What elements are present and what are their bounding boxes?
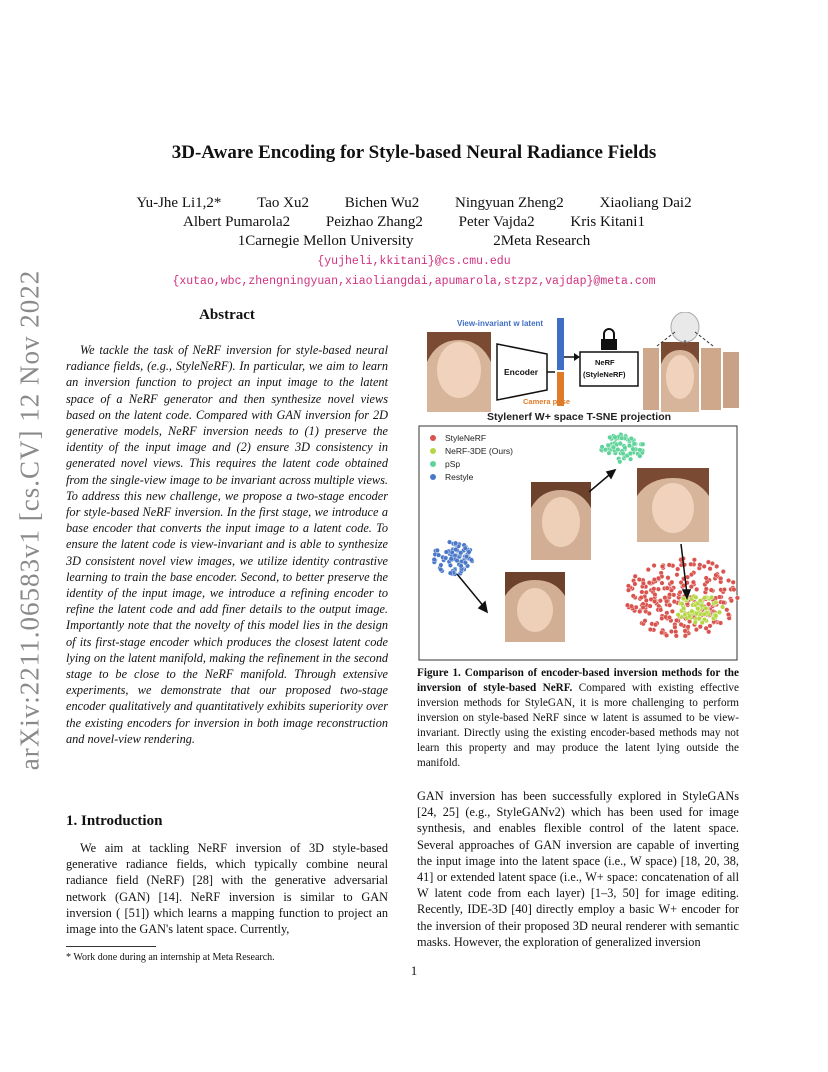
scatter-point xyxy=(660,564,665,569)
legend-label-psp: pSp xyxy=(445,459,461,469)
scatter-point xyxy=(656,587,661,592)
arxiv-id: arXiv:2211.06583v1 [cs.CV] 12 Nov 2022 xyxy=(14,269,45,771)
scatter-point xyxy=(681,606,686,611)
intro-text: We aim at tackling NeRF inversion of 3D style-based generative radiance fields, which typically combine neural radiance field (NeRF) [28] with the generative adversarial network (GAN) [14]. NeRF inversion is similar to GAN inversion ( [51]) which learns a mapping function to project an image into the GAN's latent space. Currently, xyxy=(66,841,388,937)
scatter-point xyxy=(633,582,638,587)
scatter-point xyxy=(638,454,643,459)
scatter-point xyxy=(678,590,683,595)
scatter-point xyxy=(679,622,684,627)
scatter-point xyxy=(436,553,441,558)
scatter-point xyxy=(673,629,678,634)
scatter-point xyxy=(702,596,707,601)
legend-dot-psp xyxy=(430,461,436,467)
scatter-point xyxy=(714,600,719,605)
page-number: 1 xyxy=(410,963,418,978)
figure-caption xyxy=(417,666,739,771)
scatter-point xyxy=(448,571,453,576)
scatter-point xyxy=(641,581,646,586)
scatter-point xyxy=(633,574,638,579)
scatter-point xyxy=(648,604,653,609)
scatter-point xyxy=(653,622,658,627)
affiliations xyxy=(0,233,828,250)
scatter-point xyxy=(709,595,714,600)
intro-heading: 1. Introduction xyxy=(66,813,163,829)
scatter-point xyxy=(652,577,657,582)
scatter-point xyxy=(704,587,709,592)
legend-label-nerf3de: NeRF-3DE (Ours) xyxy=(445,446,514,456)
scatter-point xyxy=(706,602,711,607)
scatter-point xyxy=(464,554,469,559)
scatter-point xyxy=(432,557,437,562)
scatter-point xyxy=(718,576,723,581)
scatter-point xyxy=(725,608,730,613)
scatter-point xyxy=(640,590,645,595)
scatter-point xyxy=(735,596,740,601)
author: Peizhao Zhang2 xyxy=(325,214,423,230)
author: Bichen Wu2 xyxy=(344,195,420,211)
scatter-point xyxy=(619,436,624,441)
paper-title: 3D-Aware Encoding for Style-based Neural Radiance Fields xyxy=(171,142,657,163)
nerf3de-face-thumbnail xyxy=(637,468,709,542)
scatter-point xyxy=(658,598,663,603)
scatter-point xyxy=(698,598,703,603)
abstract-text: We tackle the task of NeRF inversion for style-based neural radiance fields, (e.g., StyleNeRF). In particular, we aim to learn an inversion function to project an input image to the latent space of a NeRF generator and then synthesize novel views based on the latent code. Compared with GAN inversion for 2D generative models, NeRF inversion needs to (1) preserve the identity of the input image and (2) ensure 3D consistency in generated novel views. This requires the latent code obtained from the single-view image to be invariant across multiple views. To address this new challenge, we propose a two-stage encoder for style-based NeRF inversion. In the first stage, we introduce a base encoder that converts the input image to a latent code. To ensure the latent code is view-invariant and is able to synthesize 3D consistent novel view images, we utilize identity contrastive learning to train the base encoder. Second, to better preserve the identity of the input image, we introduce a refining encoder to refine the latent code and add finer details to the output image. Importantly note that the novelty of this model lies in the design of its first-stage encoder which produces the closest latent code lying on the latent manifold, making the refinement in the second stage to be close to the NeRF manifold. Through extensive experiments, we demonstrate that our proposed two-stage encoder qualitatively and quantitatively exhibits superiority over the existing encoders for inversion in both image reconstruction and novel-view rendering. xyxy=(66,343,388,746)
caption-rest: Compared with existing effective inversion methods for StyleGAN, it is more challenging to perform inversion on style-based NeRF since w latent is assumed to be view-invariant. Directly using the existing encoder-based methods may not learn this property and may produce the latent lying outside the manifold. xyxy=(417,682,739,769)
scatter-point xyxy=(726,612,731,617)
restyle-face-thumbnail xyxy=(505,572,565,642)
author: Tao Xu2 xyxy=(257,195,310,211)
scatter-point xyxy=(666,575,671,580)
authors-row-2 xyxy=(0,214,828,231)
scatter-point xyxy=(647,580,652,585)
scatter-point xyxy=(653,592,658,597)
right-column-text: GAN inversion has been successfully explored in StyleGANs [24, 25] (e.g., StyleGANv2) which has been used for image synthesis, and enables flexible control of the latent space. Several approaches of GAN inversion are capable of inverting the input image into the latent space (i.e., W space) [18, 20, 38, 41] or extended latent space (i.e., W+ space: concatenation of all W latent code from each layer) [1–3, 50] for image editing. Recently, IDE-3D [40] directly employ a basic W+ encoder for the inversion of their proposed 3D neural renderer with semantic masks. However, the exploration of generalized inversion xyxy=(417,789,739,949)
affiliation-meta: 2Meta Research xyxy=(493,233,591,249)
scatter-point xyxy=(458,551,463,556)
scatter-point xyxy=(652,599,657,604)
scatter-point xyxy=(700,620,705,625)
scatter-point xyxy=(606,443,611,448)
scatter-point xyxy=(453,541,458,546)
scatter-point xyxy=(674,634,679,639)
scatter-point xyxy=(687,614,692,619)
scatter-point xyxy=(698,563,703,568)
scatter-point xyxy=(626,584,631,589)
scatter-point xyxy=(656,576,661,581)
scatter-point xyxy=(694,627,699,632)
scatter-point xyxy=(689,562,694,567)
author: Ningyuan Zheng2 xyxy=(455,195,564,211)
scatter-point xyxy=(463,561,468,566)
scatter-point xyxy=(631,447,636,452)
legend-dot-restyle xyxy=(430,474,436,480)
scatter-point xyxy=(714,564,719,569)
scatter-point xyxy=(663,595,668,600)
scatter-point xyxy=(722,587,727,592)
scatter-point xyxy=(694,595,699,600)
scatter-point xyxy=(648,627,653,632)
head-wireframe-icon xyxy=(657,312,713,346)
figure-1 xyxy=(417,312,742,662)
scatter-point xyxy=(667,563,672,568)
scatter-point xyxy=(702,564,707,569)
scatter-point xyxy=(680,601,685,606)
scatter-point xyxy=(637,577,642,582)
camera-pose-label: Camera pose xyxy=(523,397,571,406)
author: Kris Kitani1 xyxy=(570,214,645,230)
scatter-point xyxy=(628,457,633,462)
scatter-point xyxy=(467,550,472,555)
tsne-title: Stylenerf W+ space T-SNE projection xyxy=(486,411,672,423)
scatter-point xyxy=(729,598,734,603)
scatter-point xyxy=(459,564,464,569)
scatter-point xyxy=(449,557,454,562)
scatter-point xyxy=(675,567,680,572)
scatter-point xyxy=(686,625,691,630)
author: Yu-Jhe Li1,2* xyxy=(136,195,222,211)
scatter-point xyxy=(444,550,449,555)
scatter-point xyxy=(714,614,719,619)
scatter-point xyxy=(704,576,709,581)
lock-icon xyxy=(601,329,617,350)
stylenerf-label: (StyleNeRF) xyxy=(583,370,626,379)
nerf-label: NeRF xyxy=(595,358,615,367)
scatter-point xyxy=(721,569,726,574)
scatter-point xyxy=(694,587,699,592)
scatter-point xyxy=(670,609,675,614)
scatter-point xyxy=(658,608,663,613)
caption-lead: Figure 1. Comparison of encoder-based inversion methods for the inversion of style-based NeRF. xyxy=(417,667,739,694)
scatter-point xyxy=(672,593,677,598)
scatter-point xyxy=(691,580,696,585)
scatter-point xyxy=(708,566,713,571)
scatter-point xyxy=(696,606,701,611)
scatter-point xyxy=(667,615,672,620)
scatter-point xyxy=(603,447,608,452)
scatter-point xyxy=(628,451,633,456)
scatter-point xyxy=(709,588,714,593)
author: Xiaoliang Dai2 xyxy=(599,195,692,211)
footnote-rule xyxy=(66,946,156,947)
scatter-point xyxy=(469,558,474,563)
scatter-point xyxy=(667,603,672,608)
scatter-point xyxy=(683,634,688,639)
scatter-point xyxy=(631,594,636,599)
scatter-point xyxy=(669,629,674,634)
email-meta[interactable]: {xutao,wbc,zhengningyuan,xiaoliangdai,apumarola,stzpz,vajdap}@meta.com xyxy=(172,275,656,288)
scatter-point xyxy=(644,590,649,595)
scatter-point xyxy=(726,578,731,583)
scatter-point xyxy=(632,442,637,447)
scatter-point xyxy=(435,548,440,553)
scatter-point xyxy=(665,611,670,616)
scatter-point xyxy=(706,560,711,565)
legend-dot-stylenerf xyxy=(430,435,436,441)
author: Albert Pumarola2 xyxy=(183,214,291,230)
scatter-point xyxy=(676,613,681,618)
scatter-point xyxy=(639,595,644,600)
scatter-point xyxy=(618,441,623,446)
scatter-point xyxy=(714,573,719,578)
scatter-point xyxy=(608,435,613,440)
scatter-point xyxy=(641,442,646,447)
scatter-point xyxy=(672,599,677,604)
authors-row-1 xyxy=(0,195,828,212)
scatter-point xyxy=(718,621,723,626)
scatter-point xyxy=(690,609,695,614)
scatter-point xyxy=(629,604,634,609)
scatter-point xyxy=(721,600,726,605)
scatter-point xyxy=(616,447,621,452)
scatter-point xyxy=(638,448,643,453)
scatter-point xyxy=(448,563,453,568)
legend-label-stylenerf: StyleNeRF xyxy=(445,433,487,443)
scatter-point xyxy=(702,612,707,617)
scatter-point xyxy=(720,605,725,610)
scatter-point xyxy=(659,630,664,635)
scatter-point xyxy=(454,547,459,552)
scatter-point xyxy=(439,563,444,568)
scatter-point xyxy=(439,567,444,572)
scatter-point xyxy=(652,587,657,592)
scatter-point xyxy=(623,445,628,450)
input-face-image xyxy=(427,332,491,412)
scatter-point xyxy=(664,633,669,638)
scatter-point xyxy=(732,587,737,592)
abstract-heading: Abstract xyxy=(199,307,255,323)
view-invariant-label: View-invariant w latent xyxy=(457,319,544,328)
footnote: * Work done during an internship at Meta Research. xyxy=(66,952,275,963)
affiliation-cmu: 1Carnegie Mellon University xyxy=(237,233,414,249)
scatter-point xyxy=(667,592,672,597)
email-cmu[interactable]: {yujheli,kkitani}@cs.cmu.edu xyxy=(317,255,511,268)
scatter-point xyxy=(731,580,736,585)
scatter-point xyxy=(681,596,686,601)
scatter-point xyxy=(626,588,631,593)
psp-face-thumbnail xyxy=(531,482,591,560)
scatter-point xyxy=(652,563,657,568)
author: Peter Vajda2 xyxy=(458,214,535,230)
scatter-point xyxy=(621,451,626,456)
scatter-point xyxy=(643,619,648,624)
scatter-point xyxy=(694,611,699,616)
scatter-point xyxy=(637,609,642,614)
scatter-point xyxy=(646,567,651,572)
scatter-point xyxy=(689,572,694,577)
output-face-images xyxy=(643,342,739,412)
scatter-point xyxy=(641,605,646,610)
legend-dot-nerf3de xyxy=(430,448,436,454)
scatter-point xyxy=(673,625,678,630)
scatter-point xyxy=(683,629,688,634)
scatter-point xyxy=(698,624,703,629)
scatter-point xyxy=(613,435,618,440)
scatter-point xyxy=(700,603,705,608)
scatter-point xyxy=(463,546,468,551)
latent-bar-icon xyxy=(557,318,564,370)
scatter-point xyxy=(697,616,702,621)
scatter-point xyxy=(669,588,674,593)
scatter-point xyxy=(665,586,670,591)
scatter-point xyxy=(670,580,675,585)
scatter-point xyxy=(647,611,652,616)
scatter-point xyxy=(675,572,680,577)
scatter-point xyxy=(674,618,679,623)
scatter-point xyxy=(717,595,722,600)
scatter-point xyxy=(611,445,616,450)
scatter-point xyxy=(607,451,612,456)
scatter-point xyxy=(689,584,694,589)
scatter-point xyxy=(692,558,697,563)
encoder-label: Encoder xyxy=(504,367,539,377)
scatter-point xyxy=(627,443,632,448)
scatter-point xyxy=(443,556,448,561)
scatter-point xyxy=(629,436,634,441)
legend-label-restyle: Restyle xyxy=(445,472,474,482)
scatter-point xyxy=(660,581,665,586)
scatter-point xyxy=(693,620,698,625)
scatter-point xyxy=(618,460,623,465)
scatter-point xyxy=(704,626,709,631)
